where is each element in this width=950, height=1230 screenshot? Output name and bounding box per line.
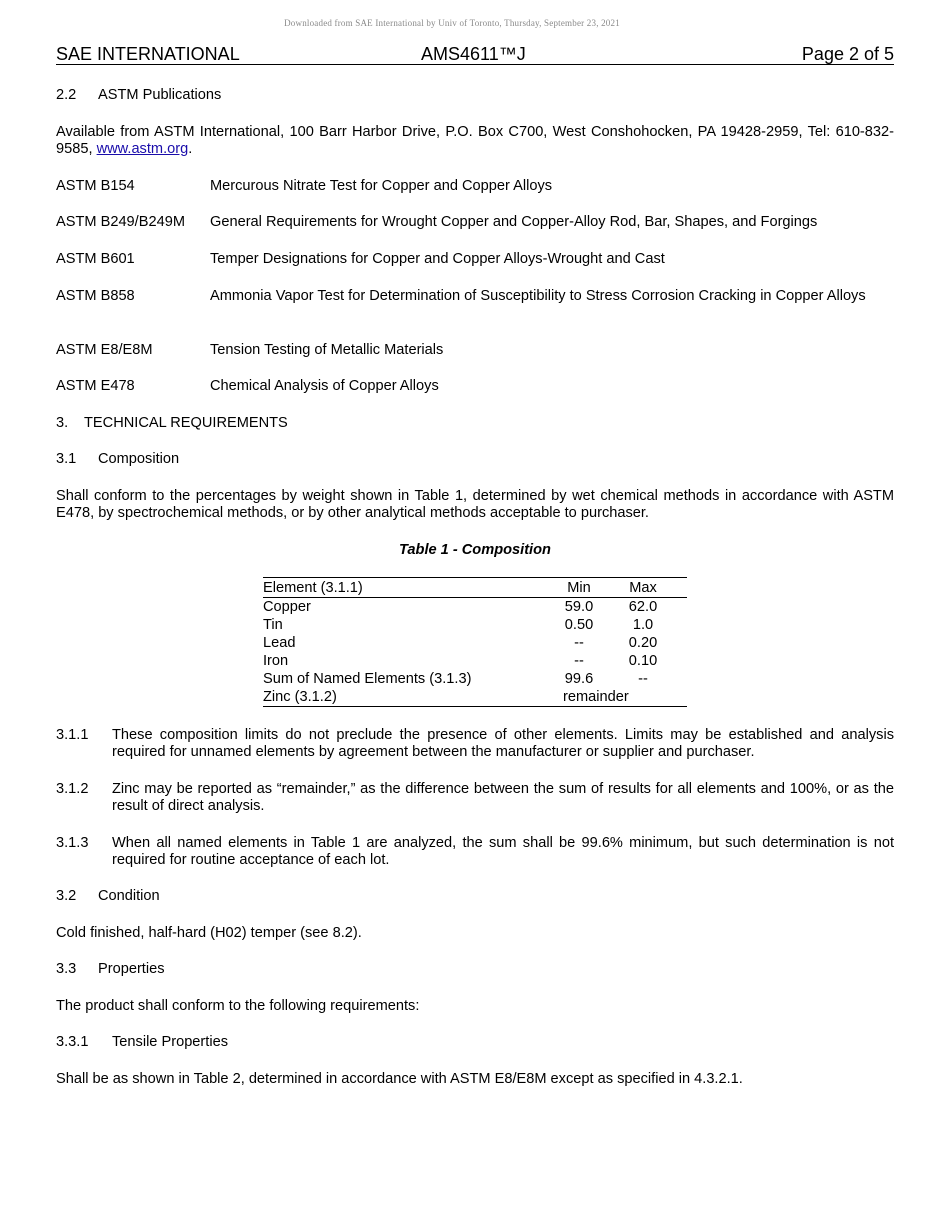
table-row [263,670,687,688]
section-title: Condition [98,888,160,904]
reference-code: ASTM B154 [56,178,135,194]
availability-period: . [188,141,193,157]
availability-text: Available from ASTM International, 100 Barr Harbor Drive, P.O. Box C700, West Conshohocken, PA 19428-2959, Tel: 610-832-9585, [56,124,894,157]
reference-code: ASTM B858 [56,288,135,304]
cell-max: 0.10 [628,653,658,669]
properties-paragraph: The product shall conform to the following requirements: [56,998,420,1014]
reference-title: Chemical Analysis of Copper Alloys [210,378,439,394]
section-3-1-heading [56,451,179,468]
page-header [56,44,894,65]
clause-text: When all named elements in Table 1 are analyzed, the sum shall be 99.6% minimum, but such determination is not required for routine acceptance of each lot. [112,835,894,868]
reference-title: General Requirements for Wrought Copper and Copper-Alloy Rod, Bar, Shapes, and Forgings [210,214,818,230]
clause-number: 3.1.3 [56,835,89,851]
section-number: 3.3 [56,961,77,977]
cell-element: Zinc (3.1.2) [263,689,337,705]
table-row [263,688,687,706]
section-number: 3. [56,415,69,431]
clause-text: Zinc may be reported as “remainder,” as the difference between the sum of results for all elements and 100%, or as the result of direct analysis. [112,781,894,814]
astm-availability-paragraph [56,124,894,158]
cell-max: 0.20 [628,635,658,651]
section-3-3-1-heading [56,1034,228,1051]
cell-remainder: remainder [563,689,629,705]
table-row [263,634,687,652]
section-title: Properties [98,961,165,977]
cell-max: 1.0 [632,617,654,633]
tensile-properties-paragraph: Shall be as shown in Table 2, determined in accordance with ASTM E8/E8M except as specified in 4.3.2.1. [56,1071,743,1087]
clause-number: 3.1.1 [56,727,89,743]
reference-title: Ammonia Vapor Test for Determination of Susceptibility to Stress Corrosion Cracking in Copper Alloys [210,288,866,304]
header-max: Max [629,580,657,596]
section-number: 2.2 [56,87,77,103]
astm-website-link[interactable]: www.astm.org [96,141,189,157]
cell-element: Copper [263,599,311,615]
composition-paragraph: Shall conform to the percentages by weight shown in Table 1, determined by wet chemical methods in accordance with ASTM E478, by spectrochemical methods, or by other analytical methods acceptable to purchaser. [56,488,894,521]
cell-min: -- [574,653,584,669]
section-title: Composition [98,451,180,467]
cell-max: 62.0 [628,599,658,615]
section-3-3-heading [56,961,165,978]
section-3-heading [56,415,288,432]
reference-code: ASTM B601 [56,251,135,267]
section-3-2-heading [56,888,160,905]
cell-min: 59.0 [564,599,594,615]
table-row [263,598,687,616]
reference-title: Mercurous Nitrate Test for Copper and Copper Alloys [210,178,553,194]
section-2-2-heading [56,87,221,104]
header-min: Min [567,580,591,596]
section-number: 3.3.1 [56,1034,89,1050]
table-row [263,616,687,634]
section-number: 3.2 [56,888,77,904]
cell-min: 0.50 [564,617,594,633]
cell-element: Sum of Named Elements (3.1.3) [263,671,472,687]
section-title: Tensile Properties [112,1034,228,1050]
section-title: TECHNICAL REQUIREMENTS [84,415,288,431]
table-1-caption: Table 1 - Composition [399,542,551,558]
header-element: Element (3.1.1) [263,580,363,596]
table-row [263,652,687,670]
section-number: 3.1 [56,451,77,467]
reference-title: Tension Testing of Metallic Materials [210,342,444,358]
cell-max: -- [638,671,648,687]
clause-text: These composition limits do not preclude the presence of other elements. Limits may be established and analysis required for unnamed elements by agreement between the manufacturer or supplier and purchaser. [112,727,894,760]
download-notice: Downloaded from SAE International by Univ of Toronto, Thursday, September 23, 2021 [284,18,620,28]
composition-table [263,577,687,707]
reference-title: Temper Designations for Copper and Copper Alloys-Wrought and Cast [210,251,665,267]
table-header-row [263,578,687,598]
header-doc-number: AMS4611™J [421,44,526,64]
cell-element: Tin [263,617,283,633]
reference-code: ASTM E8/E8M [56,342,153,358]
cell-min: 99.6 [564,671,594,687]
header-page-number: Page 2 of 5 [801,44,894,64]
cell-min: -- [574,635,584,651]
clause-number: 3.1.2 [56,781,89,797]
reference-code: ASTM E478 [56,378,135,394]
cell-element: Iron [263,653,289,669]
cell-element: Lead [263,635,296,651]
reference-code: ASTM B249/B249M [56,214,185,230]
condition-paragraph: Cold finished, half-hard (H02) temper (see 8.2). [56,925,362,941]
header-org: SAE INTERNATIONAL [56,44,240,64]
section-title: ASTM Publications [98,87,222,103]
